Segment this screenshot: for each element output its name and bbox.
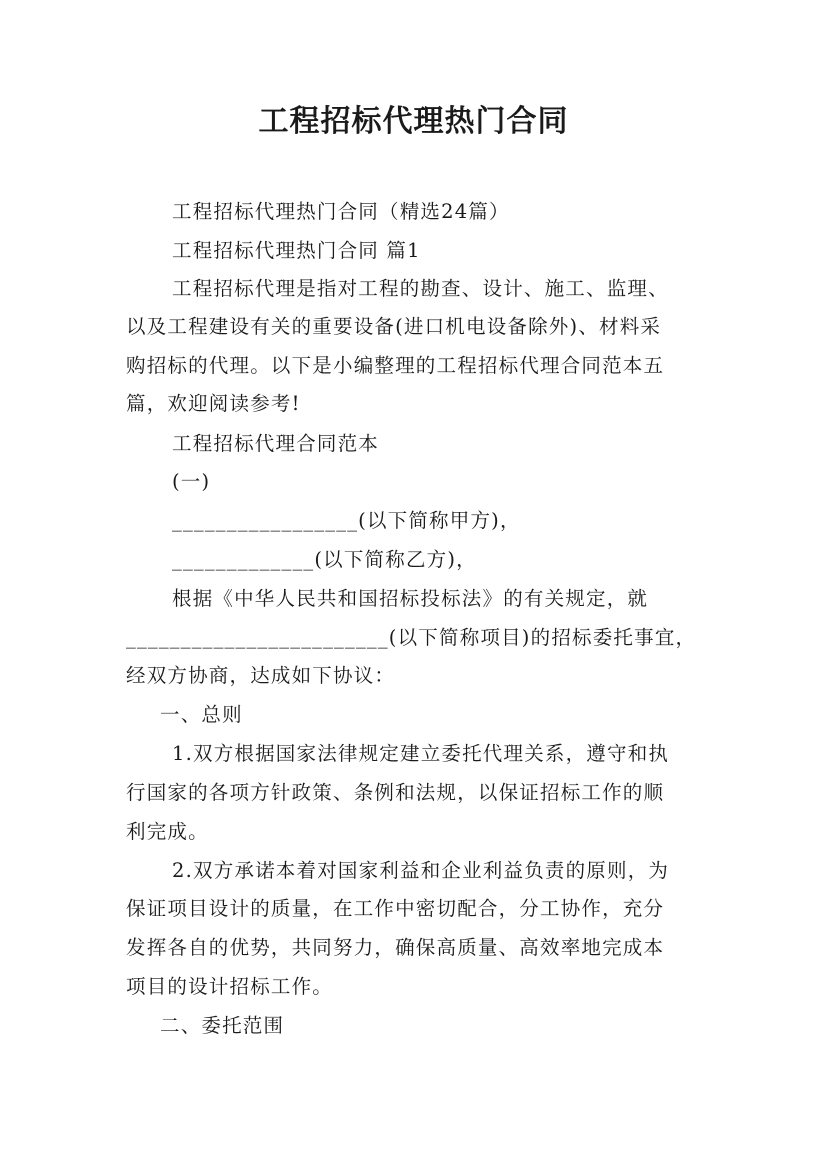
paragraph-line: 2.双方承诺本着对国家利益和企业利益负责的原则，为 (172, 859, 670, 882)
paragraph-line: 1.双方根据国家法律规定建立委托代理关系，遵守和执 (172, 742, 670, 765)
contract-sample-heading: 工程招标代理合同范本 (172, 432, 380, 455)
paragraph-line: 以及工程建设有关的重要设备(进口机电设备除外)、材料采 (126, 315, 662, 338)
section-heading-1: 工程招标代理热门合同 篇1 (172, 239, 421, 262)
sample-number: (一) (172, 470, 211, 493)
section-heading-scope: 二、委托范围 (160, 1014, 285, 1037)
paragraph-line: 保证项目设计的质量，在工作中密切配合，分工协作，充分 (126, 897, 665, 920)
party-a-line: _________________(以下简称甲方)， (172, 509, 521, 532)
subtitle-selection: 工程招标代理热门合同（精选24篇） (172, 200, 510, 223)
section-heading-general: 一、总则 (160, 703, 243, 726)
paragraph-line: 购招标的代理。以下是小编整理的工程招标代理合同范本五 (126, 354, 665, 377)
paragraph-line: 利完成。 (126, 820, 209, 843)
paragraph-line: 根据《中华人民共和国招标投标法》的有关规定，就 (172, 587, 649, 610)
document-title: 工程招标代理热门合同 (258, 104, 569, 139)
project-line: ________________________(以下简称项目)的招标委托事宜， (126, 626, 697, 649)
paragraph-line: 经双方协商，达成如下协议： (126, 664, 396, 687)
paragraph-line: 工程招标代理是指对工程的勘查、设计、施工、监理、 (172, 277, 669, 300)
paragraph-line: 发挥各自的优势，共同努力，确保高质量、高效率地完成本 (126, 936, 665, 959)
paragraph-line: 项目的设计招标工作。 (126, 975, 334, 998)
paragraph-line: 篇，欢迎阅读参考! (126, 392, 301, 415)
paragraph-line: 行国家的各项方针政策、条例和法规，以保证招标工作的顺 (126, 781, 665, 804)
party-b-line: _____________(以下简称乙方)， (172, 548, 477, 571)
